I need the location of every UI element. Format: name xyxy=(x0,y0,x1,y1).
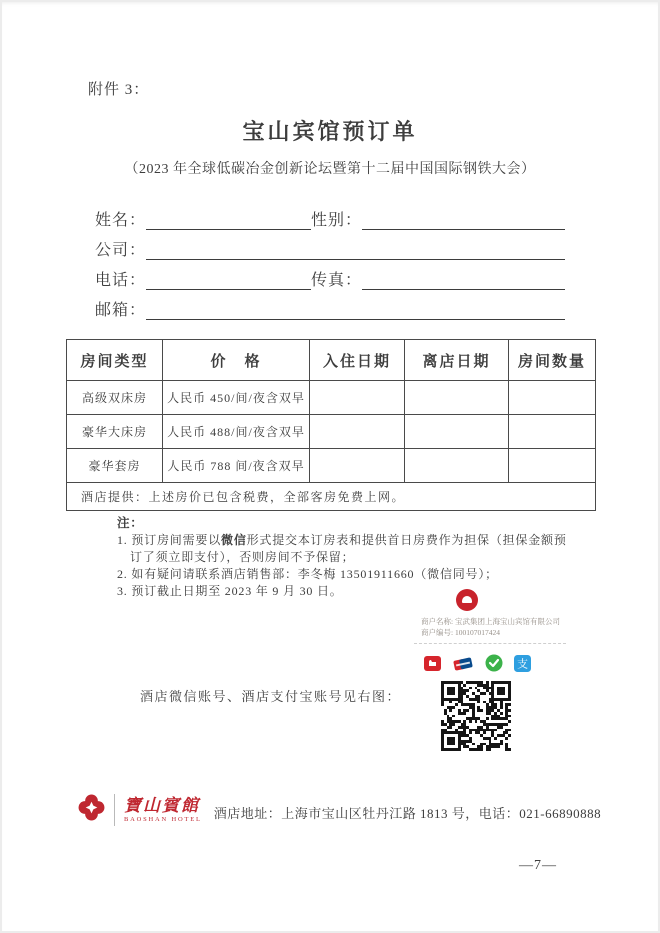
quantity-cell xyxy=(509,449,596,483)
email-field xyxy=(146,296,565,320)
hotel-flower-logo-icon xyxy=(76,792,107,828)
email-label: 邮箱： xyxy=(95,302,147,319)
check-out-cell xyxy=(405,449,509,483)
price-cell: 人民币 788 间/夜含双早 xyxy=(163,449,310,483)
room-type-cell: 豪华套房 xyxy=(67,449,163,483)
page-title: 宝山宾馆预订单 xyxy=(242,119,418,144)
price-cell: 人民币 488/间/夜含双早 xyxy=(163,415,310,449)
gender-label: 性别： xyxy=(311,212,363,229)
price-cell: 人民币 450/间/夜含双早 xyxy=(163,381,310,415)
note-1-prefix: 1. 预订房间需要以 xyxy=(117,533,222,547)
alipay-icon xyxy=(514,655,531,672)
check-in-cell xyxy=(310,381,405,415)
check-in-cell xyxy=(310,415,405,449)
payment-icons-row xyxy=(408,654,578,672)
quantity-cell xyxy=(509,381,596,415)
check-out-cell xyxy=(405,415,509,449)
note-1-wechat-bold: 微信 xyxy=(221,533,247,547)
table-row xyxy=(67,449,596,483)
footer-brand xyxy=(76,792,601,828)
table-row xyxy=(67,381,596,415)
header-check-out: 离店日期 xyxy=(405,340,509,381)
page-subtitle: （2023 年全球低碳冶金创新论坛暨第十二届中国国际钢铁大会） xyxy=(124,162,536,177)
hotel-address: 酒店地址：上海市宝山区牡丹江路 1813 号，电话：021-66890888 xyxy=(213,805,602,821)
attachment-label: 附件 3： xyxy=(88,82,150,98)
alipay-glyph: 支 xyxy=(517,658,528,670)
table-row xyxy=(67,415,596,449)
qr-caption: 酒店微信账号、酒店支付宝账号见右图： xyxy=(140,689,402,704)
merchant-logo-icon xyxy=(456,589,478,611)
note-item-1 xyxy=(117,532,573,566)
merchant-id: 商户编号: 100107017424 xyxy=(421,628,500,637)
unionpay-icon xyxy=(452,655,474,672)
phone-label: 电话： xyxy=(95,272,147,289)
brand-names xyxy=(124,797,202,824)
jd-pay-icon xyxy=(424,655,441,672)
note-item-3: 3. 预订截止日期至 2023 年 9 月 30 日。 xyxy=(117,584,343,598)
header-quantity: 房间数量 xyxy=(509,340,596,381)
page-number: —7— xyxy=(519,858,557,873)
form-row-phone-fax xyxy=(95,260,565,290)
hotel-name-script: 寶山賓館 xyxy=(124,795,200,815)
guest-info-form xyxy=(95,200,565,320)
qr-code xyxy=(441,681,511,751)
check-in-cell xyxy=(310,449,405,483)
note-item-2: 2. 如有疑问请联系酒店销售部：李冬梅 13501911660（微信同号）； xyxy=(117,567,498,581)
fax-label: 传真： xyxy=(311,272,363,289)
table-footer-row xyxy=(67,483,596,511)
form-row-name-gender xyxy=(95,200,565,230)
hotel-name-en: BAOSHAN HOTEL xyxy=(124,815,202,823)
table-header-row xyxy=(67,340,596,381)
header-room-type: 房间类型 xyxy=(67,340,163,381)
header-check-in: 入住日期 xyxy=(310,340,405,381)
company-label: 公司： xyxy=(95,242,147,259)
room-type-cell: 豪华大床房 xyxy=(67,415,163,449)
hotel-provides-note: 酒店提供：上述房价已包含税费，全部客房免费上网。 xyxy=(67,483,596,511)
merchant-name: 商户名称: 宝武集团上海宝山宾馆有限公司 xyxy=(421,617,560,626)
gender-field xyxy=(362,206,565,230)
phone-field xyxy=(146,266,311,290)
wechat-pay-icon xyxy=(485,654,503,672)
merchant-payment-block xyxy=(408,589,578,672)
form-row-company xyxy=(95,230,565,260)
dashed-divider xyxy=(414,643,566,644)
note-1-suffix: 形式提交本订房表和提供首日房费作为担保（担保金额预订了须立即支付），否则房间不予保留； xyxy=(130,533,567,564)
form-row-email xyxy=(95,290,565,320)
notes-label: 注： xyxy=(117,516,144,530)
notes-section xyxy=(117,515,573,600)
room-type-cell: 高级双床房 xyxy=(67,381,163,415)
name-label: 姓名： xyxy=(95,212,147,229)
fax-field xyxy=(362,266,565,290)
brand-divider xyxy=(114,794,115,826)
check-out-cell xyxy=(405,381,509,415)
name-field xyxy=(146,206,311,230)
company-field xyxy=(146,236,565,260)
header-price: 价 格 xyxy=(163,340,310,381)
quantity-cell xyxy=(509,415,596,449)
room-rate-table xyxy=(66,339,596,511)
